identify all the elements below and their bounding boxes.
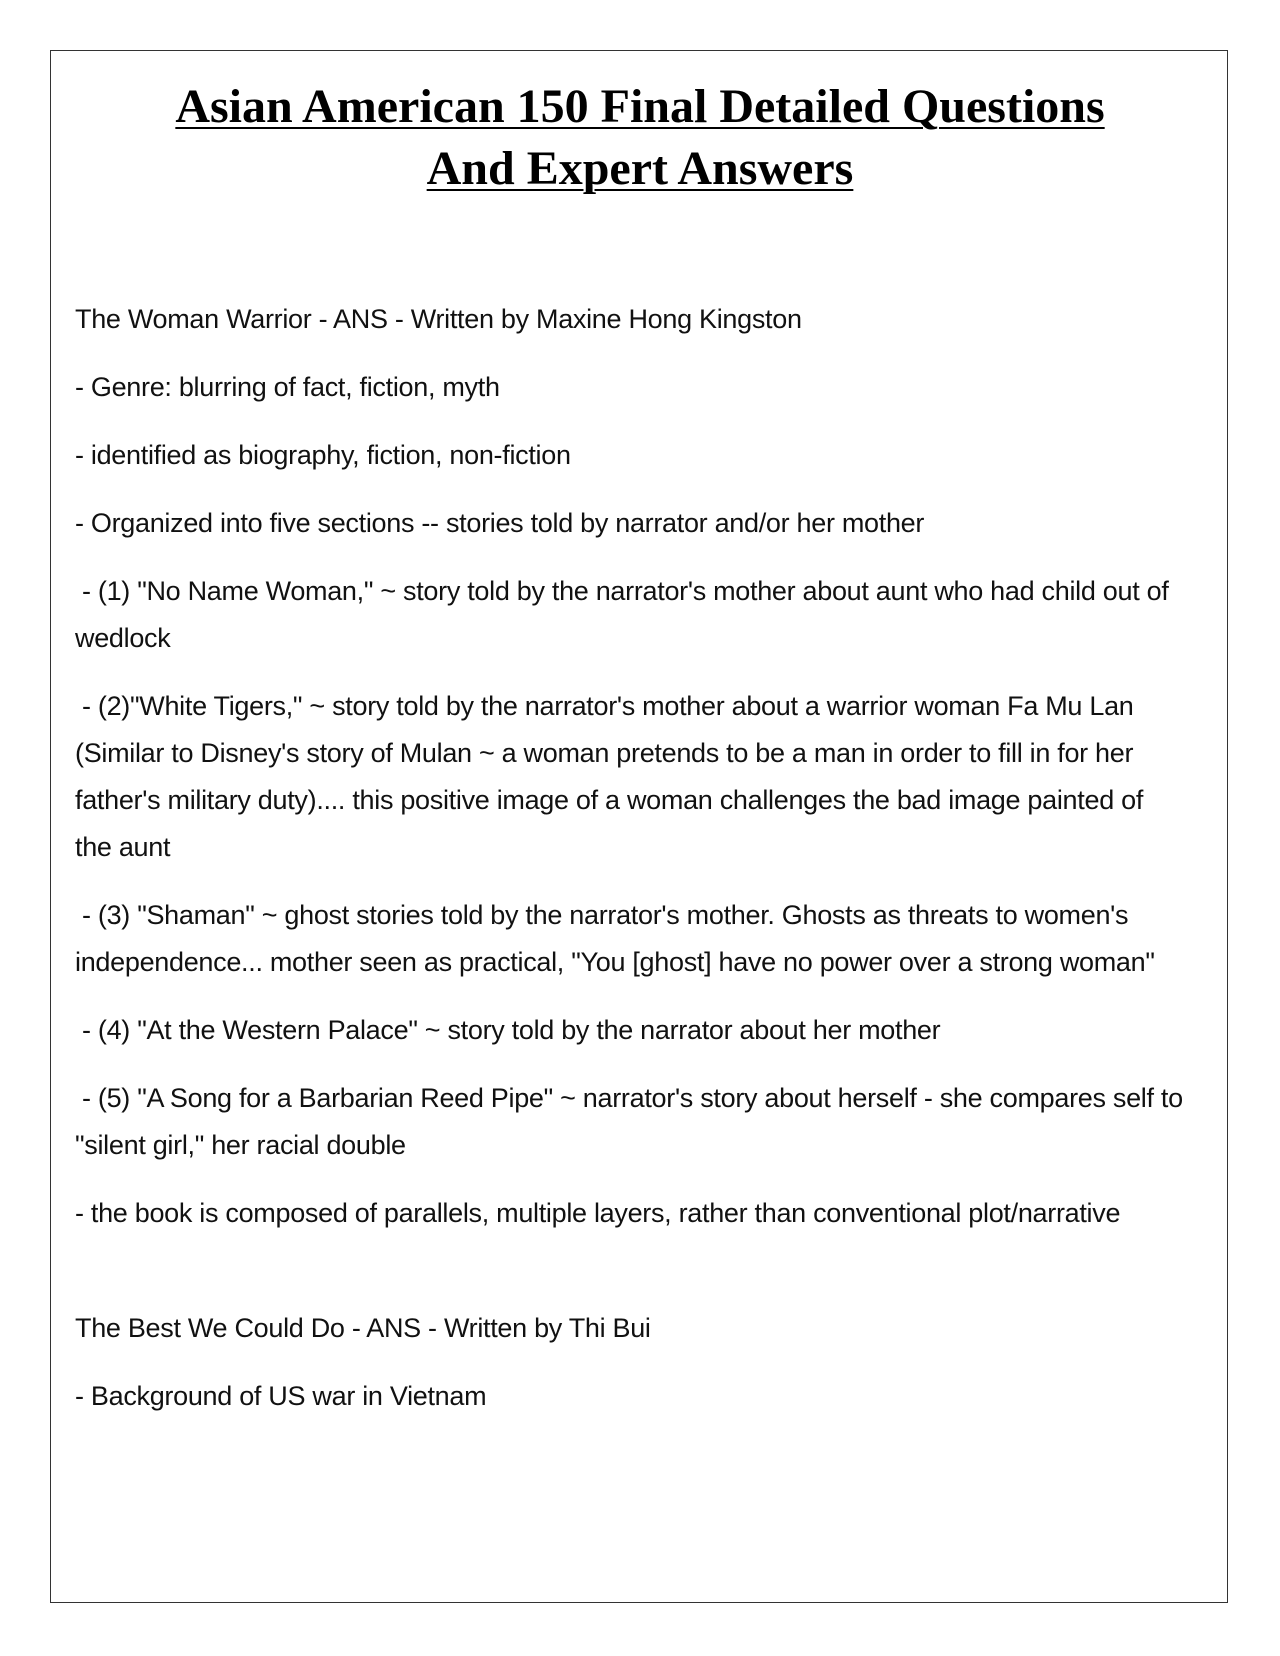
point-no-name-woman: - (1) "No Name Woman," ~ story told by the narrator's mother about aunt who had child out of wedlock xyxy=(75,576,1169,653)
document-title-line-2: And Expert Answers xyxy=(426,142,854,195)
point-shaman: - (3) "Shaman" ~ ghost stories told by the narrator's mother. Ghosts as threats to women's independence... mother seen as practical, "You [ghost] have no power over a strong woman" xyxy=(75,900,1155,977)
document-title-line-1: Asian American 150 Final Detailed Questions xyxy=(175,80,1105,133)
section-heading-woman-warrior: The Woman Warrior - ANS - Written by Maxine Hong Kingston xyxy=(75,304,802,334)
point-barbarian-reed-pipe: - (5) "A Song for a Barbarian Reed Pipe" ~ narrator's story about herself - she compares self to "silent girl," her racial double xyxy=(75,1083,1183,1160)
point-identified-as: - identified as biography, fiction, non-fiction xyxy=(75,440,571,470)
section-heading-best-we-could-do: The Best We Could Do - ANS - Written by Thi Bui xyxy=(75,1313,651,1343)
point-background-vietnam: - Background of US war in Vietnam xyxy=(75,1381,487,1411)
point-organized: - Organized into five sections -- stories told by narrator and/or her mother xyxy=(75,508,925,538)
point-white-tigers: - (2)"White Tigers," ~ story told by the narrator's mother about a warrior woman Fa Mu Lan (Similar to Disney's story of Mulan ~ a woman pretends to be a man in order to fill in for her father's military duty).... this positive image of a woman challenges the bad image painted of the aunt xyxy=(75,691,1144,862)
document-body xyxy=(75,296,1185,1441)
point-parallels: - the book is composed of parallels, multiple layers, rather than conventional plot/narrative xyxy=(75,1198,1121,1228)
point-western-palace: - (4) "At the Western Palace" ~ story told by the narrator about her mother xyxy=(82,1015,941,1045)
document-title xyxy=(60,76,1220,200)
point-genre: - Genre: blurring of fact, fiction, myth xyxy=(75,372,500,402)
